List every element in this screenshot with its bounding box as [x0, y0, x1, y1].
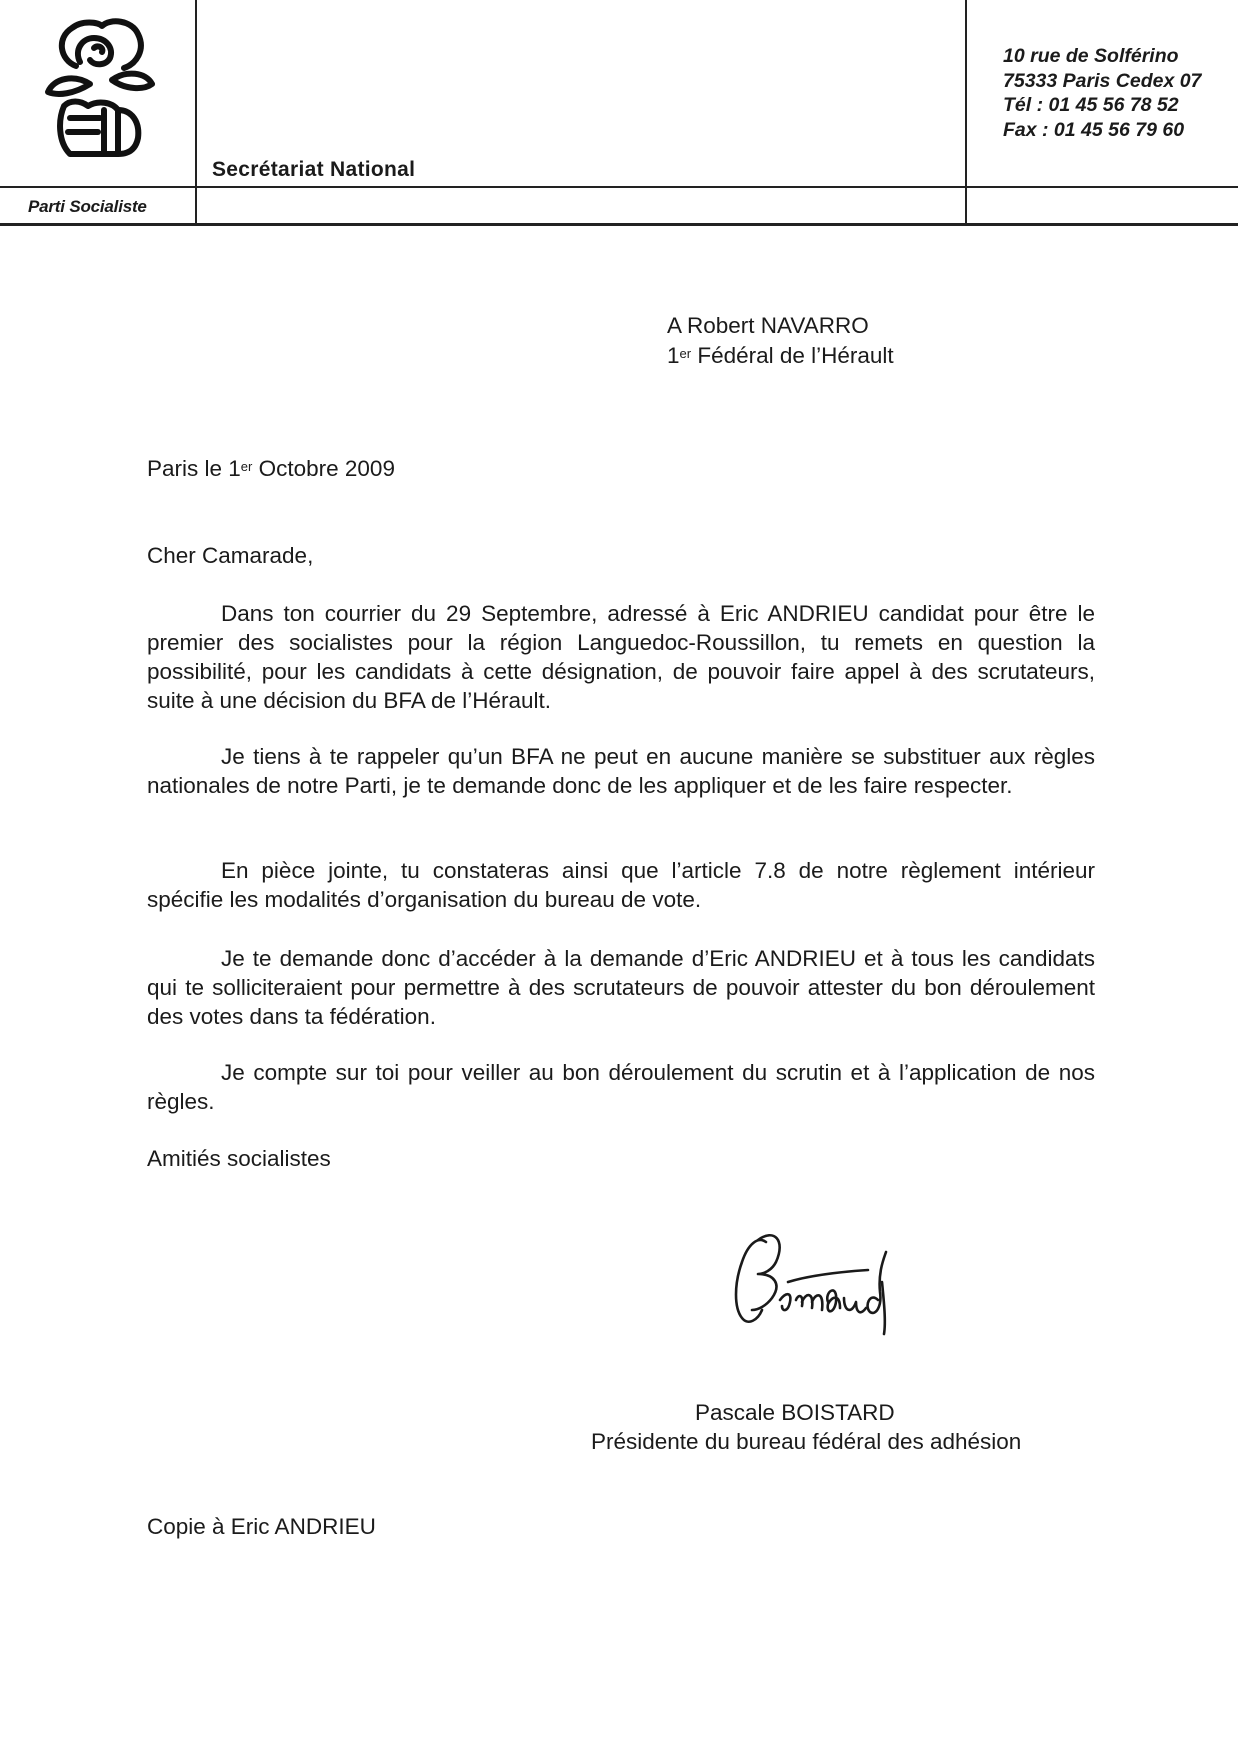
closing-line: Amitiés socialistes [147, 1146, 331, 1171]
recipient-name: A Robert NAVARRO [667, 313, 869, 338]
paragraph-text: En pièce jointe, tu constateras ainsi que l’article 7.8 de notre règlement intérieur spécifie les modalités d’organisation du bureau de vote. [147, 858, 1095, 912]
body-paragraph [147, 1058, 1095, 1116]
recipient-role-ordinal-suffix: er [679, 345, 692, 361]
recipient-role-ordinal: 1 [667, 342, 680, 368]
salutation: Cher Camarade, [147, 543, 314, 568]
recipient-block [667, 311, 894, 370]
signer-name: Pascale BOISTARD [695, 1400, 895, 1425]
letterhead-rule-top [0, 186, 1238, 188]
body-paragraph [147, 856, 1095, 914]
department-name: Secrétariat National [212, 158, 416, 181]
body-paragraph [147, 944, 1095, 1031]
party-name: Parti Socialiste [28, 197, 147, 216]
address-city: 75333 Paris Cedex 07 [1003, 69, 1202, 92]
recipient-role [667, 341, 894, 371]
copy-line: Copie à Eric ANDRIEU [147, 1514, 376, 1539]
signer-title: Présidente du bureau fédéral des adhésion [591, 1429, 1022, 1454]
body-paragraph [147, 599, 1095, 715]
handwritten-signature-icon [728, 1222, 898, 1340]
letterhead-rule-bottom [0, 223, 1238, 226]
letter-date [147, 454, 395, 484]
address-phone: Tél : 01 45 56 78 52 [1003, 94, 1179, 116]
letterhead-divider-left [195, 0, 197, 225]
paragraph-text: Je te demande donc d’accéder à la demande d’Eric ANDRIEU et à tous les candidats qui te solliciteraient pour permettre à des scrutateurs de pouvoir attester du bon déroulement des votes dans ta fédération. [147, 946, 1095, 1029]
address-street: 10 rue de Solférino [1003, 45, 1179, 67]
date-ordinal-suffix: er [240, 459, 253, 474]
paragraph-text: Je tiens à te rappeler qu’un BFA ne peut en aucune manière se substituer aux règles nationales de notre Parti, je te demande donc de les appliquer et de les faire respecter. [147, 744, 1095, 798]
letterhead-divider-right [965, 0, 967, 225]
rose-in-fist-icon [40, 14, 160, 164]
date-rest: Octobre 2009 [252, 456, 395, 481]
address-fax: Fax : 01 45 56 79 60 [1003, 118, 1185, 141]
date-prefix: Paris le 1 [147, 456, 241, 481]
recipient-role-text: Fédéral de l’Hérault [691, 342, 894, 368]
sender-address [1003, 44, 1201, 142]
body-paragraph [147, 742, 1095, 800]
paragraph-text: Dans ton courrier du 29 Septembre, adressé à Eric ANDRIEU candidat pour être le premier des socialistes pour la région Languedoc-Roussillon, tu remets en question la possibilité, pour les candidats à cette désignation, de pouvoir faire appel à des scrutateurs, suite à une décision du BFA de l’Hérault. [147, 601, 1095, 713]
paragraph-text: Je compte sur toi pour veiller au bon déroulement du scrutin et à l’application de nos règles. [147, 1060, 1095, 1114]
